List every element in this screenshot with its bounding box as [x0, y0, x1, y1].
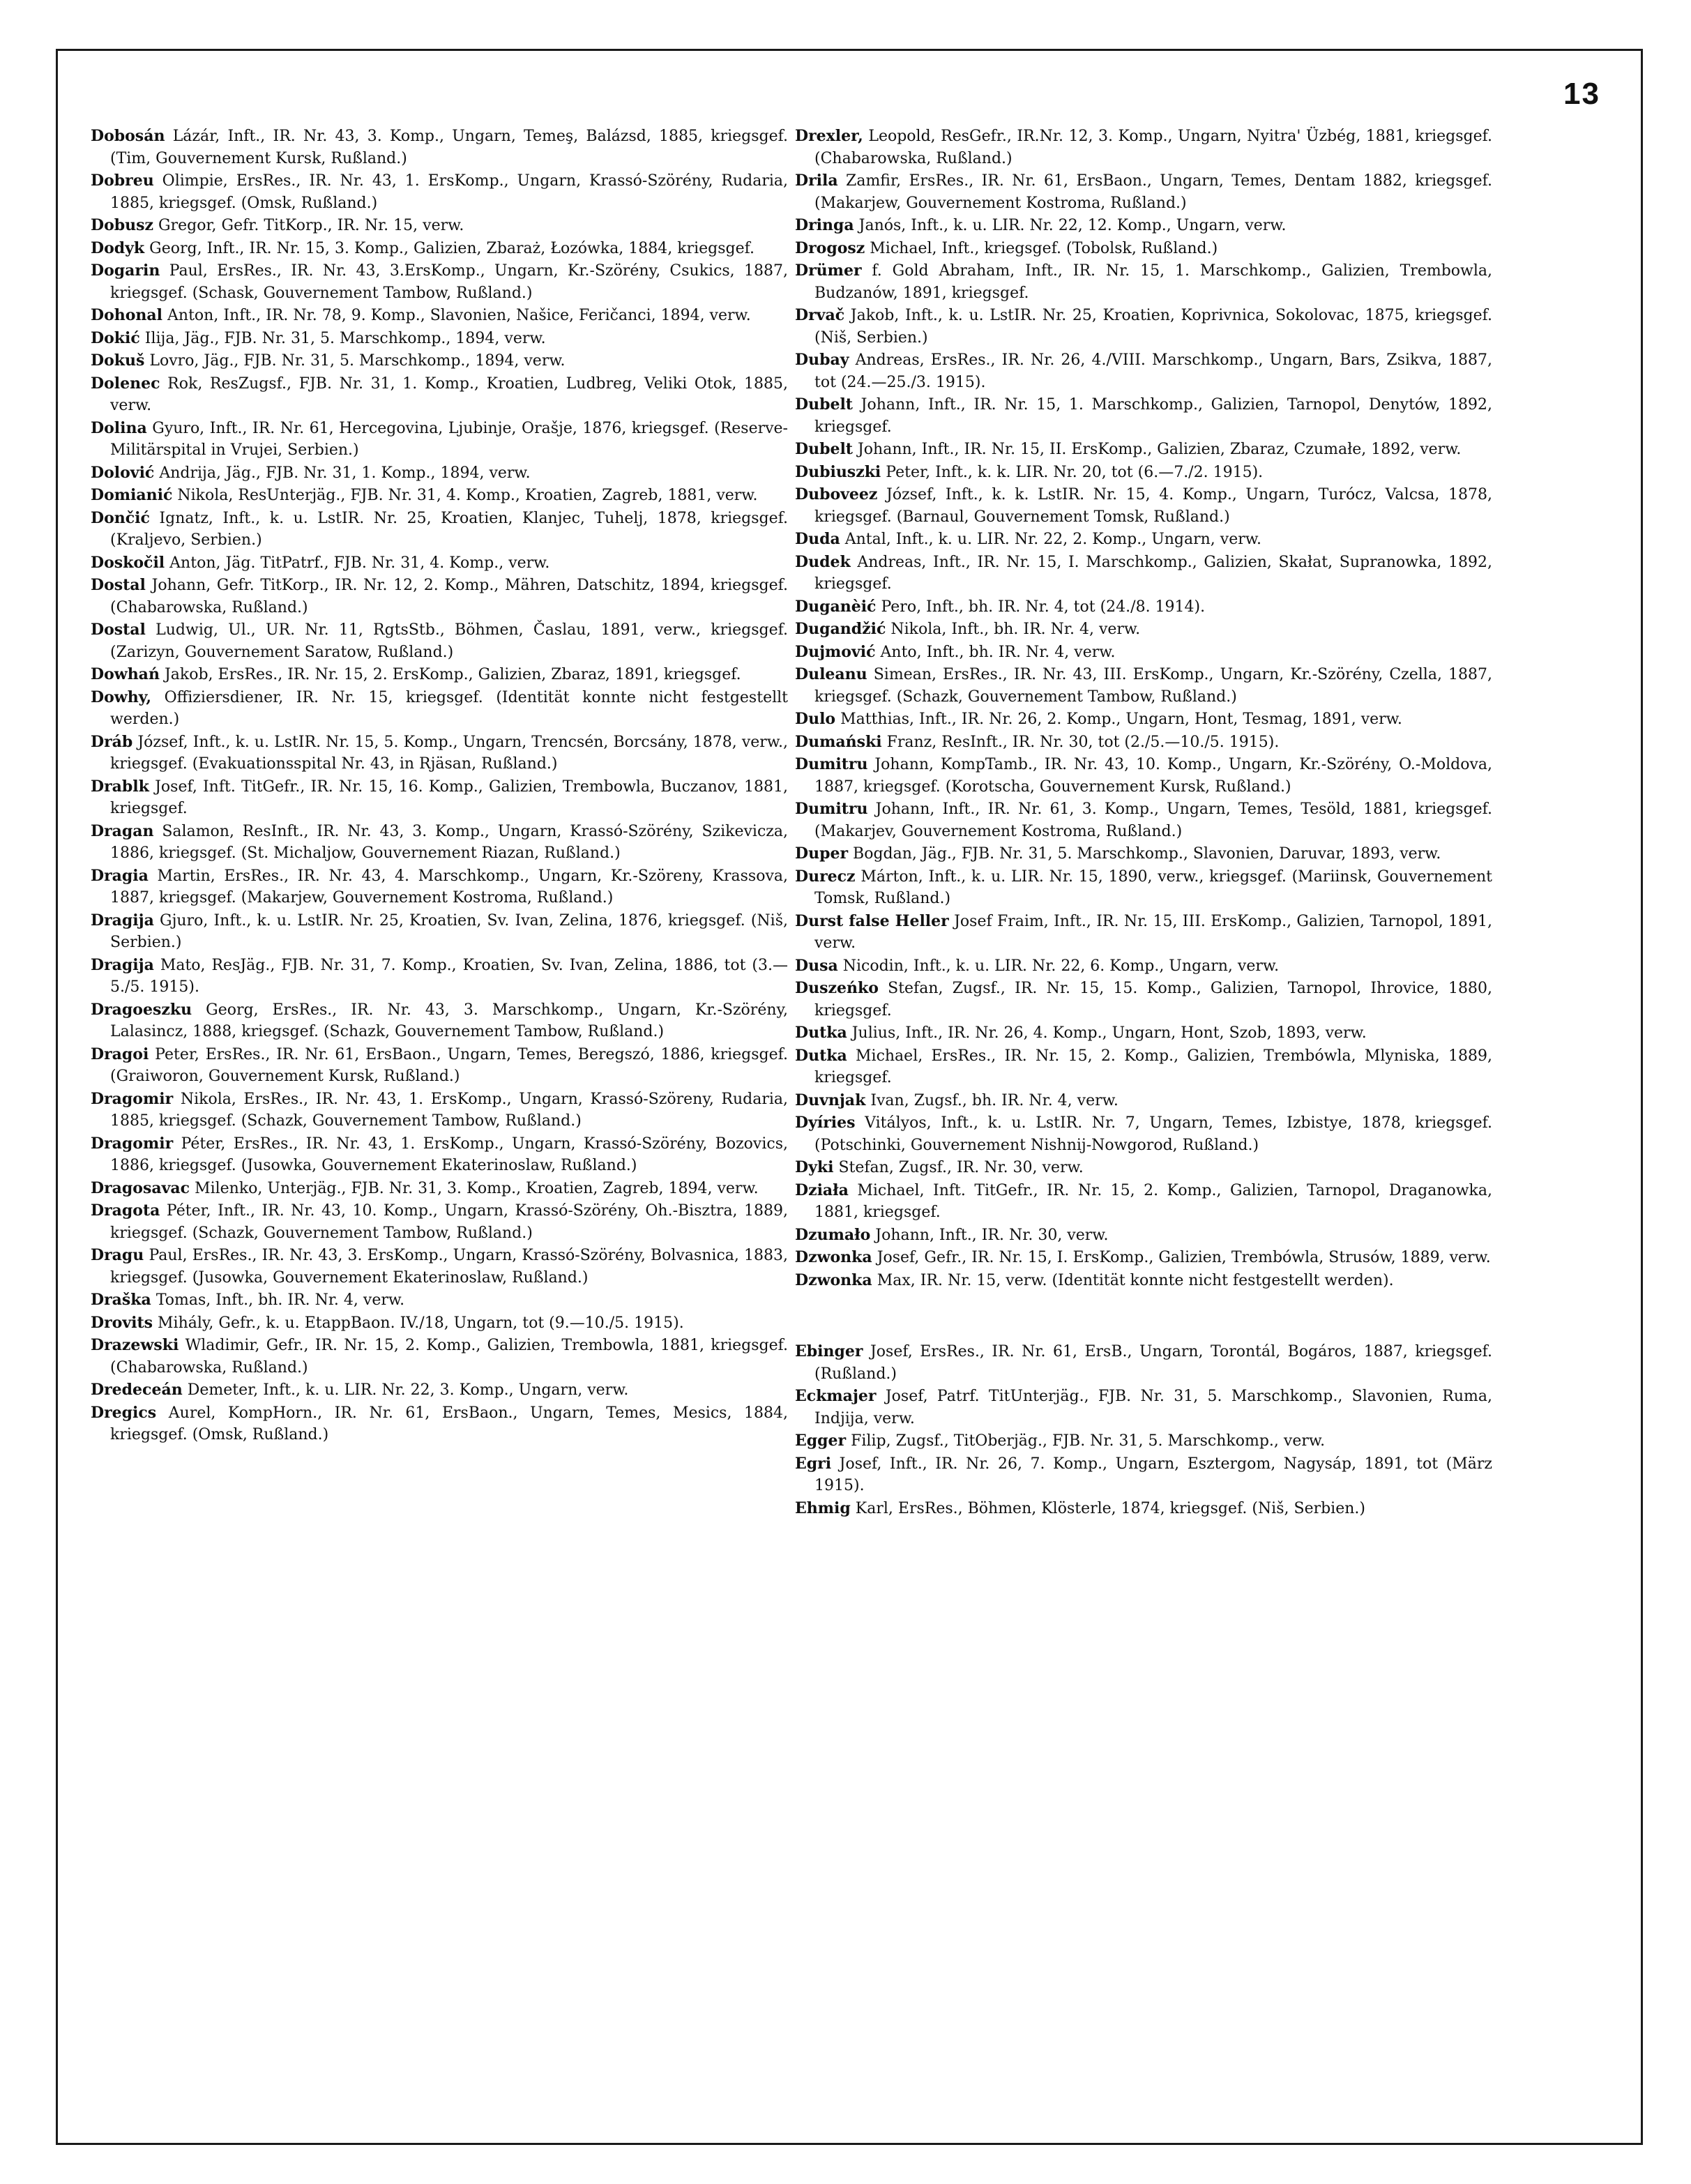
list-item — [795, 642, 1492, 664]
entry-details: Max, IR. Nr. 15, verw. (Identität konnte nicht festgestellt werden). — [877, 1271, 1394, 1289]
entry-surname: Dutka — [795, 1024, 847, 1042]
entry-surname: Duvnjak — [795, 1091, 866, 1109]
entry-surname: Dugandžić — [795, 620, 886, 638]
list-item — [91, 552, 788, 575]
entry-surname: Drovits — [91, 1313, 153, 1332]
entry-details: Filip, Zugsf., TitOberjäg., FJB. Nr. 31, 5. Marschkomp., verw. — [851, 1432, 1326, 1450]
list-item — [795, 1112, 1492, 1156]
list-item — [795, 1022, 1492, 1045]
entry-details: Ludwig, Ul., UR. Nr. 11, RgtsStb., Böhmen, Časlau, 1891, verw., kriegsgef. (Zarizyn, Gouvernement Saratow, Rußland.) — [110, 621, 788, 661]
entry-surname: Duper — [795, 844, 849, 863]
entry-surname: Dyki — [795, 1158, 834, 1176]
list-item — [91, 1200, 788, 1244]
entry-surname: Dowhań — [91, 665, 160, 683]
list-item — [91, 1245, 788, 1289]
list-item — [795, 529, 1492, 551]
entry-details: Milenko, Unterjäg., FJB. Nr. 31, 3. Komp., Kroatien, Zagreb, 1894, verw. — [195, 1179, 759, 1197]
entry-details: Julius, Inft., IR. Nr. 26, 4. Komp., Ungarn, Hont, Szob, 1893, verw. — [851, 1024, 1367, 1042]
entry-details: Pero, Inft., bh. IR. Nr. 4, tot (24./8. 1914). — [881, 598, 1206, 616]
entry-surname: Działa — [795, 1181, 849, 1199]
entry-surname: Drablk — [91, 777, 149, 796]
entry-surname: Dowhy, — [91, 688, 152, 706]
entry-surname: Dodyk — [91, 238, 145, 257]
list-item — [795, 1386, 1492, 1430]
entry-surname: Eckmajer — [795, 1387, 877, 1405]
entry-surname: Dujmović — [795, 642, 876, 661]
list-item — [795, 462, 1492, 484]
entry-details: Johann, Inft., IR. Nr. 15, II. ErsKomp., Galizien, Zbaraz, Czumałe, 1892, verw. — [857, 441, 1462, 458]
entry-surname: Dragota — [91, 1201, 160, 1220]
list-item — [91, 1379, 788, 1402]
entry-details: Paul, ErsRes., IR. Nr. 43, 3. ErsKomp., Ungarn, Krassó-Szörény, Bolvasnica, 1883, kriegsgef. (Jusowka, Gouvernement Ekaterinoslaw, Rußland.) — [110, 1247, 789, 1287]
entry-surname: Doskočil — [91, 553, 165, 572]
list-item — [795, 1180, 1492, 1224]
entry-surname: Dolenec — [91, 374, 160, 393]
list-item — [795, 1045, 1492, 1089]
entry-details: Ivan, Zugsf., bh. IR. Nr. 4, verw. — [870, 1091, 1119, 1109]
entry-surname: Drogosz — [795, 238, 865, 257]
list-item — [91, 664, 788, 686]
entry-surname: Domianić — [91, 486, 173, 504]
entry-surname: Dragija — [91, 955, 154, 974]
entry-details: Wladimir, Gefr., IR. Nr. 15, 2. Komp., Galizien, Trembowla, 1881, kriegsgef. (Chabarowska, Rußland.) — [110, 1337, 788, 1377]
list-item — [795, 1453, 1492, 1497]
entry-details: Zamfir, ErsRes., IR. Nr. 61, ErsBaon., Ungarn, Temes, Dentam 1882, kriegsgef. (Makarjew, Gouvernement Kostroma, Rußland.) — [814, 172, 1492, 212]
list-item — [91, 731, 788, 775]
entry-details: Josef, ErsRes., IR. Nr. 61, ErsB., Ungarn, Torontál, Bogáros, 1887, kriegsgef. (Rußland.) — [814, 1343, 1492, 1383]
list-item — [91, 1089, 788, 1132]
entry-details: Josef, Patrf. TitUnterjäg., FJB. Nr. 31, 5. Marschkomp., Slavonien, Ruma, Indjija, verw. — [814, 1388, 1492, 1427]
entry-details: Peter, ErsRes., IR. Nr. 61, ErsBaon., Ungarn, Temes, Beregszó, 1886, kriegsgef. (Graiworon, Gouvernement Kursk, Rußland.) — [110, 1045, 788, 1085]
list-item — [795, 1270, 1492, 1292]
list-item — [91, 126, 788, 169]
entry-details: Johann, Inft., IR. Nr. 61, 3. Komp., Ungarn, Temes, Tesöld, 1881, kriegsgef. (Makarjev, Gouvernement Kostroma, Rußland.) — [814, 801, 1492, 840]
list-item — [795, 754, 1492, 798]
list-item — [91, 462, 788, 485]
list-item — [91, 687, 788, 731]
entry-details: Vitályos, Inft., k. u. LstIR. Nr. 7, Ungarn, Temes, Izbistye, 1878, kriegsgef. (Potschinki, Gouvernement Nishnij-Nowgorod, Rußland.) — [814, 1114, 1492, 1154]
entry-surname: Durecz — [795, 867, 856, 886]
entry-surname: Dredeceán — [91, 1381, 183, 1399]
list-item — [795, 664, 1492, 708]
list-item — [795, 394, 1492, 438]
entry-details: Paul, ErsRes., IR. Nr. 43, 3.ErsKomp., Ungarn, Kr.-Szörény, Csukics, 1887, kriegsgef. (Schask, Gouvernement Tambow, Rußland.) — [110, 262, 788, 302]
list-item — [91, 1178, 788, 1200]
list-item — [91, 170, 788, 214]
entry-details: Peter, Inft., k. k. LIR. Nr. 20, tot (6.—7./2. 1915). — [886, 463, 1264, 481]
list-item — [795, 215, 1492, 237]
entry-details: Josef, Gefr., IR. Nr. 15, I. ErsKomp., Galizien, Trembówla, Strusów, 1889, verw. — [877, 1249, 1491, 1266]
entry-details: Márton, Inft., k. u. LIR. Nr. 15, 1890, verw., kriegsgef. (Mariinsk, Gouvernement Tomsk, Rußland.) — [814, 867, 1492, 907]
entry-details: Simean, ErsRes., IR. Nr. 43, III. ErsKomp., Ungarn, Kr.-Szörény, Czella, 1887, kriegsgef. (Schazk, Gouvernement Tambow, Rußland.) — [814, 666, 1492, 706]
entry-details: f. Gold Abraham, Inft., IR. Nr. 15, 1. Marschkomp., Galizien, Trembowla, Budzanów, 1891, kriegsgef. — [814, 262, 1492, 302]
entry-surname: Duszeńko — [795, 979, 879, 997]
entry-surname: Dulo — [795, 710, 836, 728]
entry-surname: Drümer — [795, 261, 862, 280]
entry-details: József, Inft., k. k. LstIR. Nr. 15, 4. Komp., Ungarn, Turócz, Valcsa, 1878, kriegsgef. (Barnaul, Gouvernement Tomsk, Rußland.) — [814, 486, 1492, 526]
entry-surname: Dragan — [91, 821, 154, 840]
entry-surname: Dolović — [91, 463, 155, 482]
entry-surname: Dráb — [91, 732, 133, 751]
list-item — [795, 349, 1492, 393]
entry-details: Michael, ErsRes., IR. Nr. 15, 2. Komp., Galizien, Trembówla, Mlyniska, 1889, kriegsgef. — [814, 1047, 1492, 1086]
entry-details: Jakob, ErsRes., IR. Nr. 15, 2. ErsKomp., Galizien, Zbaraz, 1891, kriegsgef. — [164, 666, 741, 683]
list-item — [795, 798, 1492, 842]
entry-details: Jakob, Inft., k. u. LstIR. Nr. 25, Kroatien, Koprivnica, Sokolovac, 1875, kriegsgef. (Niš, Serbien.) — [814, 307, 1492, 347]
entry-details: Anton, Inft., IR. Nr. 78, 9. Komp., Slavonien, Našice, Feričanci, 1894, verw. — [167, 307, 751, 324]
entry-details: Martin, ErsRes., IR. Nr. 43, 4. Marschkomp., Ungarn, Kr.-Szöreny, Krassova, 1887, kriegsgef. (Makarjew, Gouvernement Kostroma, Rußland.) — [110, 867, 788, 907]
entry-surname: Dzwonka — [795, 1271, 872, 1289]
list-item — [795, 552, 1492, 596]
entry-surname: Dragoi — [91, 1045, 149, 1063]
entry-details: Nikola, ErsRes., IR. Nr. 43, 1. ErsKomp., Ungarn, Krassó-Szöreny, Rudaria, 1885, kriegsgef. (Schazk, Gouvernement Tambow, Rußland.) — [110, 1090, 789, 1130]
entry-details: Andreas, Inft., IR. Nr. 15, I. Marschkomp., Galizien, Skałat, Supranowka, 1892, kriegsgef. — [814, 553, 1493, 593]
entry-surname: Dobusz — [91, 216, 154, 234]
entry-surname: Dyíries — [795, 1114, 856, 1132]
list-item — [91, 1133, 788, 1177]
entry-details: Janós, Inft., k. u. LIR. Nr. 22, 12. Komp., Ungarn, verw. — [858, 217, 1287, 234]
entry-surname: Dumitru — [795, 755, 868, 773]
list-item — [795, 619, 1492, 641]
entry-surname: Dobosán — [91, 127, 165, 145]
list-item — [795, 1430, 1492, 1453]
entry-details: Tomas, Inft., bh. IR. Nr. 4, verw. — [156, 1291, 405, 1309]
entry-details: Péter, Inft., IR. Nr. 43, 10. Komp., Ungarn, Krassó-Szörény, Oh.-Bisztra, 1889, kriegsgef. (Schazk, Gouvernement Tambow, Rußland.) — [110, 1202, 789, 1242]
entry-surname: Duganèić — [795, 597, 877, 616]
list-item — [91, 350, 788, 372]
entry-surname: Drila — [795, 172, 838, 190]
list-item — [795, 731, 1492, 754]
entry-details: Olimpie, ErsRes., IR. Nr. 43, 1. ErsKomp., Ungarn, Krassó-Szörény, Rudaria, 1885, kriegsgef. (Omsk, Rußland.) — [110, 172, 788, 212]
list-item — [91, 776, 788, 820]
list-item — [91, 485, 788, 507]
entry-details: Lázár, Inft., IR. Nr. 43, 3. Komp., Ungarn, Temeş, Balázsd, 1885, kriegsgef. (Tim, Gouvernement Kursk, Rußland.) — [110, 128, 788, 167]
list-item — [795, 596, 1492, 619]
entry-details: Anto, Inft., bh. IR. Nr. 4, verw. — [880, 643, 1116, 661]
entry-surname: Dobreu — [91, 172, 154, 190]
entry-surname: Dohonal — [91, 306, 163, 324]
entry-details: Andreas, ErsRes., IR. Nr. 26, 4./VIII. Marschkomp., Ungarn, Bars, Zsikva, 1887, tot (24.—25./3. 1915). — [814, 351, 1492, 391]
section-gap — [795, 1292, 1492, 1341]
entry-details: Josef, Inft., IR. Nr. 26, 7. Komp., Ungarn, Esztergom, Nagysáp, 1891, tot (März 1915). — [814, 1455, 1492, 1494]
entry-surname: Durst false Heller — [795, 911, 949, 930]
list-item — [91, 508, 788, 552]
entry-details: Mato, ResJäg., FJB. Nr. 31, 7. Komp., Kroatien, Sv. Ivan, Zelina, 1886, tot (3.—5./5. 1915). — [110, 956, 788, 996]
list-item — [795, 439, 1492, 461]
entry-surname: Dragomir — [91, 1089, 174, 1108]
entry-details: Mihály, Gefr., k. u. EtappBaon. IV./18, Ungarn, tot (9.—10./5. 1915). — [158, 1314, 684, 1332]
entry-surname: Dostal — [91, 621, 146, 639]
list-item — [795, 238, 1492, 260]
entry-details: Johann, Inft., IR. Nr. 30, verw. — [875, 1226, 1109, 1244]
entry-surname: Egger — [795, 1432, 847, 1450]
entry-details: Gyuro, Inft., IR. Nr. 61, Hercegovina, Ljubinje, Orašje, 1876, kriegsgef. (Reserve-Militärspital in Vrujei, Serbien.) — [110, 419, 788, 459]
list-item — [795, 911, 1492, 955]
list-item — [795, 260, 1492, 304]
list-item — [795, 1157, 1492, 1179]
entry-details: Salamon, ResInft., IR. Nr. 43, 3. Komp., Ungarn, Krassó-Szörény, Szikevicza, 1886, kriegsgef. (St. Michaljow, Gouvernement Riazan, Rußland.) — [110, 822, 788, 862]
entry-surname: Dregics — [91, 1403, 157, 1422]
entry-details: Bogdan, Jäg., FJB. Nr. 31, 5. Marschkomp., Slavonien, Daruvar, 1893, verw. — [853, 845, 1441, 863]
entry-surname: Dragosavac — [91, 1178, 190, 1197]
entry-surname: Dubiuszki — [795, 462, 881, 481]
entry-details: Franz, ResInft., IR. Nr. 30, tot (2./5.—10./5. 1915). — [886, 733, 1280, 751]
page-number: 13 — [1563, 77, 1600, 111]
entry-details: Matthias, Inft., IR. Nr. 26, 2. Komp., Ungarn, Hont, Tesmag, 1891, verw. — [840, 711, 1402, 728]
entry-details: Antal, Inft., k. u. LIR. Nr. 22, 2. Komp., Ungarn, verw. — [844, 531, 1261, 548]
list-item — [795, 1090, 1492, 1112]
list-item — [91, 418, 788, 462]
entry-surname: Dubelt — [795, 395, 853, 414]
list-item — [795, 170, 1492, 214]
entry-details: Georg, Inft., IR. Nr. 15, 3. Komp., Galizien, Zbaraż, Łozówka, 1884, kriegsgef. — [149, 239, 755, 257]
entry-surname: Dogarin — [91, 261, 160, 280]
list-item — [795, 866, 1492, 910]
list-item — [795, 708, 1492, 731]
list-item — [91, 999, 788, 1043]
entry-surname: Drexler, — [795, 127, 863, 145]
entry-surname: Dubay — [795, 351, 849, 369]
entry-surname: Dzumało — [795, 1225, 871, 1244]
entry-surname: Duboveez — [795, 485, 878, 503]
entry-details: Karl, ErsRes., Böhmen, Klösterle, 1874, kriegsgef. (Niš, Serbien.) — [855, 1499, 1365, 1517]
entry-details: Michael, Inft., kriegsgef. (Tobolsk, Rußland.) — [870, 239, 1218, 257]
list-item — [91, 910, 788, 954]
list-item — [91, 1289, 788, 1312]
entry-surname: Dumitru — [795, 800, 868, 818]
entry-surname: Dragija — [91, 911, 154, 930]
list-item — [91, 238, 788, 260]
entry-details: Andrija, Jäg., FJB. Nr. 31, 1. Komp., 1894, verw. — [159, 464, 531, 482]
entry-details: Josef Fraim, Inft., IR. Nr. 15, III. ErsKomp., Galizien, Tarnopol, 1891, verw. — [814, 912, 1493, 952]
list-item — [91, 865, 788, 909]
list-item — [795, 1224, 1492, 1247]
list-item — [795, 978, 1492, 1022]
entry-details: Aurel, KompHorn., IR. Nr. 61, ErsBaon., Ungarn, Temes, Mesics, 1884, kriegsgef. (Omsk, Rußland.) — [110, 1404, 788, 1443]
entry-details: Stefan, Zugsf., IR. Nr. 15, 15. Komp., Galizien, Tarnopol, Ihrovice, 1880, kriegsgef. — [814, 980, 1492, 1019]
list-item — [91, 619, 788, 663]
list-item — [91, 1402, 788, 1446]
list-item — [795, 1498, 1492, 1520]
entry-surname: Dragia — [91, 866, 149, 885]
entry-surname: Dudek — [795, 552, 851, 571]
entry-surname: Drazewski — [91, 1336, 179, 1354]
entry-surname: Egri — [795, 1454, 832, 1473]
entry-surname: Dringa — [795, 216, 854, 234]
entry-details: Offiziersdiener, IR. Nr. 15, kriegsgef. (Identität konnte nicht festgestellt werden.) — [110, 688, 788, 728]
entry-surname: Dragu — [91, 1246, 144, 1264]
list-item — [795, 1341, 1492, 1385]
list-item — [91, 215, 788, 237]
entry-surname: Duleanu — [795, 665, 867, 683]
entry-details: Georg, ErsRes., IR. Nr. 43, 3. Marschkomp., Ungarn, Kr.-Szörény, Lalasincz, 1888, kriegsgef. (Schazk, Gouvernement Tambow, Rußland.) — [110, 1001, 789, 1040]
entry-surname: Dusa — [795, 956, 838, 975]
list-item — [91, 305, 788, 327]
entry-surname: Dokić — [91, 328, 140, 347]
entry-details: Johann, Inft., IR. Nr. 15, 1. Marschkomp., Galizien, Tarnopol, Denytów, 1892, kriegsgef. — [814, 396, 1492, 436]
list-item — [795, 484, 1492, 528]
entry-details: Lovro, Jäg., FJB. Nr. 31, 5. Marschkomp., 1894, verw. — [149, 352, 566, 370]
entry-details: Nikola, Inft., bh. IR. Nr. 4, verw. — [890, 621, 1141, 638]
entry-details: Nikola, ResUnterjäg., FJB. Nr. 31, 4. Komp., Kroatien, Zagreb, 1881, verw. — [177, 487, 758, 504]
entry-details: Ignatz, Inft., k. u. LstIR. Nr. 25, Kroatien, Klanjec, Tuhelj, 1878, kriegsgef. (Kraljevo, Serbien.) — [110, 509, 788, 549]
entry-surname: Duda — [795, 530, 840, 548]
list-item — [795, 305, 1492, 349]
entry-surname: Drvač — [795, 306, 845, 324]
entry-details: Josef, Inft. TitGefr., IR. Nr. 15, 16. Komp., Galizien, Trembowla, Buczanov, 1881, kriegsgef. — [110, 778, 788, 817]
entry-details: Nicodin, Inft., k. u. LIR. Nr. 22, 6. Komp., Ungarn, verw. — [842, 957, 1280, 975]
entry-details: Gregor, Gefr. TitKorp., IR. Nr. 15, verw. — [158, 217, 464, 234]
entry-surname: Dutka — [795, 1046, 847, 1065]
list-item — [91, 821, 788, 865]
entry-details: Stefan, Zugsf., IR. Nr. 30, verw. — [838, 1159, 1084, 1176]
right-column — [795, 126, 1492, 1520]
entry-surname: Dolina — [91, 418, 147, 437]
list-item — [91, 1044, 788, 1088]
list-item — [91, 1335, 788, 1379]
list-item — [795, 126, 1492, 169]
entry-surname: Draška — [91, 1291, 151, 1309]
entry-details: Ilija, Jäg., FJB. Nr. 31, 5. Marschkomp., 1894, verw. — [144, 329, 546, 347]
entry-details: Johann, KompTamb., IR. Nr. 43, 10. Komp., Ungarn, Kr.-Szörény, O.-Moldova, 1887, kriegsgef. (Korotscha, Gouvernement Kursk, Rußland.) — [814, 756, 1492, 796]
list-item — [795, 1247, 1492, 1269]
entry-details: Anton, Jäg. TitPatrf., FJB. Nr. 31, 4. Komp., verw. — [169, 554, 550, 572]
left-column — [91, 126, 788, 1447]
entry-details: Gjuro, Inft., k. u. LstIR. Nr. 25, Kroatien, Sv. Ivan, Zelina, 1876, kriegsgef. (Niš, Serbien.) — [110, 911, 788, 951]
entry-details: Johann, Gefr. TitKorp., IR. Nr. 12, 2. Komp., Mähren, Datschitz, 1894, kriegsgef. (Chabarowska, Rußland.) — [110, 577, 788, 616]
entry-surname: Ebinger — [795, 1342, 863, 1360]
entry-surname: Dubelt — [795, 440, 853, 458]
list-item — [91, 260, 788, 304]
list-item — [91, 373, 788, 417]
entry-surname: Dončić — [91, 508, 150, 527]
entry-surname: Dzwonka — [795, 1248, 872, 1266]
list-item — [91, 575, 788, 619]
list-item — [795, 955, 1492, 978]
list-item — [91, 1312, 788, 1335]
entry-surname: Dostal — [91, 576, 146, 594]
entry-surname: Dragoeszku — [91, 1000, 192, 1019]
entry-surname: Dragomir — [91, 1134, 174, 1153]
entry-details: Leopold, ResGefr., IR.Nr. 12, 3. Komp., Ungarn, Nyitra' Üzbég, 1881, kriegsgef. (Chabarowska, Rußland.) — [814, 128, 1492, 167]
list-item — [795, 843, 1492, 865]
entry-surname: Dokuš — [91, 351, 145, 370]
list-item — [91, 328, 788, 350]
entry-details: Rok, ResZugsf., FJB. Nr. 31, 1. Komp., Kroatien, Ludbreg, Veliki Otok, 1885, verw. — [110, 374, 788, 414]
entry-surname: Ehmig — [795, 1499, 851, 1517]
entry-surname: Dumański — [795, 732, 882, 751]
entry-details: Péter, ErsRes., IR. Nr. 43, 1. ErsKomp., Ungarn, Krassó-Szörény, Bozovics, 1886, kriegsgef. (Jusowka, Gouvernement Ekaterinoslaw, Rußland.) — [110, 1135, 788, 1174]
entry-details: Demeter, Inft., k. u. LIR. Nr. 22, 3. Komp., Ungarn, verw. — [187, 1381, 629, 1399]
list-item — [91, 955, 788, 999]
entry-details: József, Inft., k. u. LstIR. Nr. 15, 5. Komp., Ungarn, Trencsén, Borcsány, 1878, verw., kriegsgef. (Evakuationsspital Nr. 43, in Rjäsan, Rußland.) — [110, 733, 788, 773]
entry-details: Michael, Inft. TitGefr., IR. Nr. 15, 2. Komp., Galizien, Tarnopol, Draganowka, 1881, kriegsgef. — [814, 1181, 1492, 1221]
